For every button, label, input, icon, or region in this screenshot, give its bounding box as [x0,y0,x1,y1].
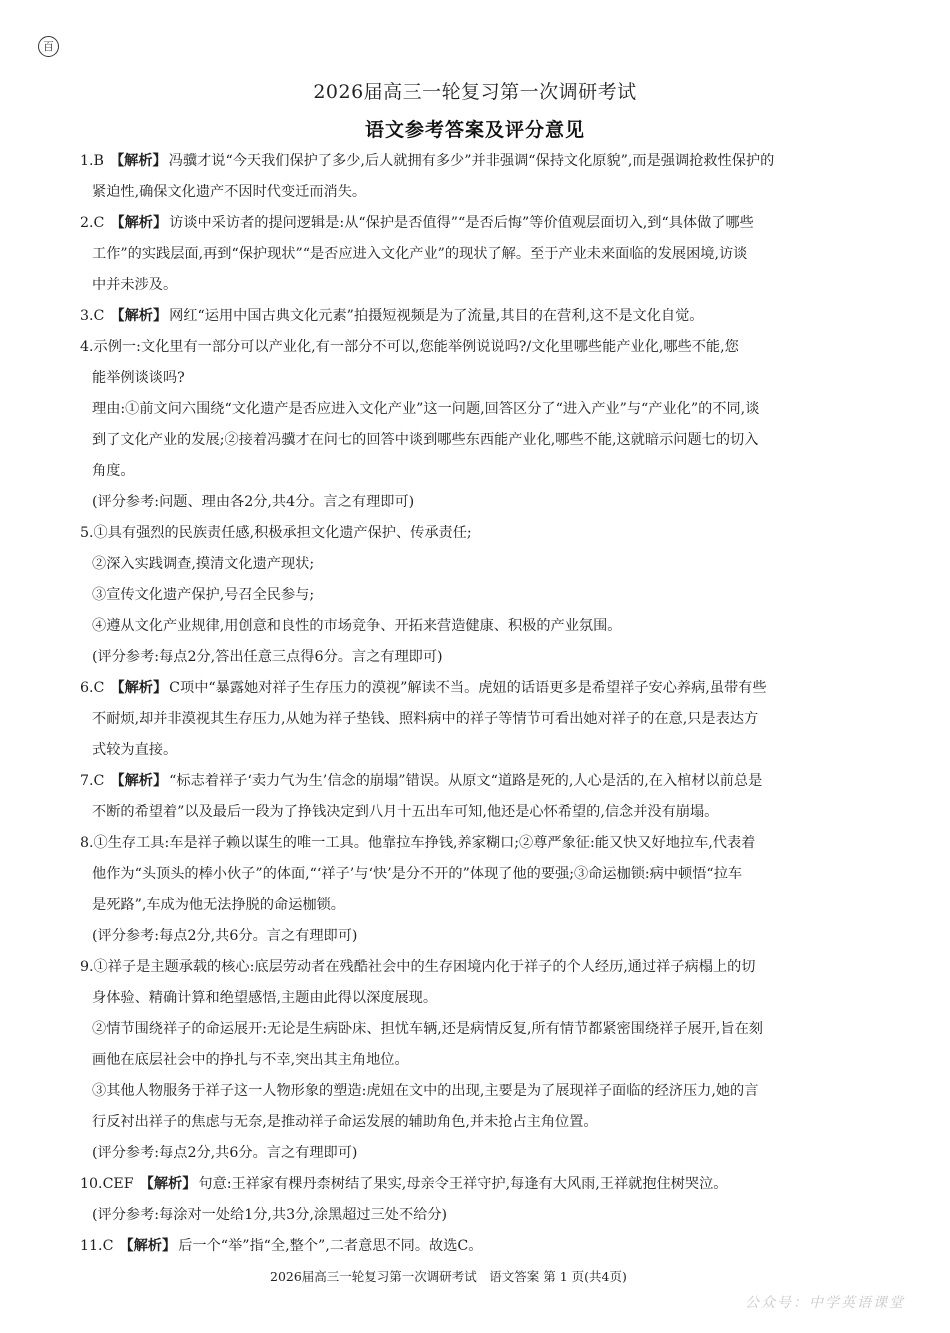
answer-text: (评分参考:每点2分,共6分。言之有理即可) [92,928,358,944]
answer-text: 到了文化产业的发展;②接着冯骥才在问七的回答中谈到哪些东西能产业化,哪些不能,这就暗示问题七的切入 [92,432,759,448]
analysis-tag: 【解析】 [110,773,168,789]
answer-text: 行反衬出祥子的焦虑与无奈,是推动祥子命运发展的辅助角色,并未抢占主角位置。 [92,1114,598,1130]
answer-text: 是死路”,车成为他无法挣脱的命运枷锁。 [92,897,345,913]
answer-text: 冯骥才说“今天我们保护了多少,后人就拥有多少”并非强调“保持文化原貌”,而是强调抢救性保护的 [168,153,775,169]
answer-line [80,146,880,177]
document-subtitle: 语文参考答案及评分意见 [364,119,585,141]
answer-line [80,425,880,456]
answer-text: 他作为“头顶头的棒小伙子”的体面,“‘祥子’与‘快’是分不开的”体现了他的要强;③命运枷锁:病中顿悟“拉车 [92,866,743,882]
answer-text: ①具有强烈的民族责任感,积极承担文化遗产保护、传承责任; [93,525,472,541]
answer-line [80,1200,880,1231]
answer-text: 身体验、精确计算和绝望感悟,主题由此得以深度展现。 [92,990,438,1006]
answer-text: 后一个“举”指“全,整个”,二者意思不同。故选C。 [178,1238,483,1254]
answer-text: ③其他人物服务于祥子这一人物形象的塑造:虎妞在文中的出现,主要是为了展现祥子面临的经济压力,她的言 [92,1083,759,1099]
analysis-tag: 【解析】 [110,680,168,696]
answer-item [80,1231,880,1262]
answer-line [80,1045,880,1076]
answer-line [80,797,880,828]
analysis-tag: 【解析】 [110,215,168,231]
answer-text: 理由:①前文问六围绕“文化遗产是否应进入文化产业”这一问题,回答区分了“进入产业”与“产业化”的不同,谈 [92,401,760,417]
answer-line [80,270,880,301]
answer-text: ①生存工具:车是祥子赖以谋生的唯一工具。他靠拉车挣钱,养家糊口;②尊严象征:能又快又好地拉车,代表着 [93,835,756,851]
answer-line [80,735,880,766]
answer-line [80,1014,880,1045]
answer-text: 能举例谈谈吗? [92,370,185,386]
answer-text: “标志着祥子‘卖力气为生’信念的崩塌”错误。从原文“道路是死的,人心是活的,在入棺材以前总是 [169,773,763,789]
answer-line [80,394,880,425]
answer-text: ②深入实践调查,摸清文化遗产现状; [92,556,315,572]
answer-line [80,301,880,332]
answer-line [80,766,880,797]
answer-line [80,611,880,642]
watermark: 公众号：中学英语课堂 [745,1295,905,1311]
answer-line [80,673,880,704]
answer-line [80,239,880,270]
answer-item [80,208,880,301]
answer-number: 2.C [80,215,105,231]
answer-text: ②情节围绕祥子的命运展开:无论是生病卧床、担忧车辆,还是病情反复,所有情节都紧密围绕祥子展开,旨在刻 [92,1021,763,1037]
answer-line [80,1138,880,1169]
answer-line [80,1076,880,1107]
answer-text: 紧迫性,确保文化遗产不因时代变迁而消失。 [92,184,367,200]
analysis-tag: 【解析】 [110,308,168,324]
exam-title: 2026届高三一轮复习第一次调研考试 [313,81,637,103]
analysis-tag: 【解析】 [139,1176,197,1192]
answer-text: 示例一:文化里有一部分可以产业化,有一部分不可以,您能举例说说吗?/文化里哪些能产业化,哪些不能,您 [93,339,739,355]
answer-number: 7.C [80,773,105,789]
answer-text: 画他在底层社会中的挣扎与不幸,突出其主角地位。 [92,1052,409,1068]
answer-item [80,518,880,673]
answer-line [80,1231,880,1262]
answer-text: ③宣传文化遗产保护,号召全民参与; [92,587,315,603]
answer-line [80,859,880,890]
answer-text: (评分参考:每点2分,答出任意三点得6分。言之有理即可) [92,649,443,665]
answer-text: 工作”的实践层面,再到“保护现状”“是否应进入文化产业”的现状了解。至于产业未来面临的发展困境,访谈 [92,246,748,262]
answer-list [80,146,880,1262]
answer-item [80,332,880,518]
answer-item [80,828,880,952]
page-footer: 2026届高三一轮复习第一次调研考试 语文答案 第 1 页(共4页) [270,1269,627,1284]
answer-number: 9. [80,959,94,975]
answer-text: 式较为直接。 [92,742,178,758]
answer-item [80,1169,880,1231]
answer-text: ①祥子是主题承载的核心:底层劳动者在残酷社会中的生存困境内化于祥子的个人经历,通过祥子病榻上的切 [93,959,756,975]
answer-line [80,983,880,1014]
answer-number: 8. [80,835,94,851]
answer-line [80,518,880,549]
answer-line [80,1107,880,1138]
answer-number: 5. [80,525,94,541]
answer-text: 访谈中采访者的提问逻辑是:从“保护是否值得”“是否后悔”等价值观层面切入,到“具体做了哪些 [169,215,754,231]
answer-number: 3.C [80,308,105,324]
answer-line [80,456,880,487]
answer-line [80,890,880,921]
answer-number: 1.B [80,153,104,169]
answer-text: ④遵从文化产业规律,用创意和良性的市场竞争、开拓来营造健康、积极的产业氛围。 [92,618,622,634]
answer-item [80,766,880,828]
answer-number: 6.C [80,680,105,696]
answer-text: (评分参考:每涂对一处给1分,共3分,涂黑超过三处不给分) [92,1207,448,1223]
answer-line [80,1169,880,1200]
answer-text: 不耐烦,却并非漠视其生存压力,从她为祥子垫钱、照料病中的祥子等情节可看出她对祥子的在意,只是表达方 [92,711,759,727]
answer-item [80,146,880,208]
answer-text: (评分参考:每点2分,共6分。言之有理即可) [92,1145,358,1161]
answer-line [80,704,880,735]
answer-line [80,952,880,983]
analysis-tag: 【解析】 [109,153,167,169]
answer-line [80,487,880,518]
answer-number: 10.CEF [80,1176,134,1192]
answer-text: 网红“运用中国古典文化元素”拍摄短视频是为了流量,其目的在营利,这不是文化自觉。 [169,308,704,324]
answer-item [80,301,880,332]
page-corner-mark: 百 [38,36,59,57]
answer-line [80,549,880,580]
answer-item [80,673,880,766]
answer-line [80,208,880,239]
answer-number: 4. [80,339,94,355]
answer-line [80,580,880,611]
answer-number: 11.C [80,1238,114,1254]
answer-line [80,177,880,208]
answer-text: (评分参考:问题、理由各2分,共4分。言之有理即可) [92,494,415,510]
answer-text: 句意:王祥家有棵丹柰树结了果实,母亲令王祥守护,每逢有大风雨,王祥就抱住树哭泣。 [198,1176,728,1192]
answer-line [80,642,880,673]
answer-line [80,332,880,363]
answer-text: 不断的希望着”以及最后一段为了挣钱决定到八月十五出车可知,他还是心怀希望的,信念并没有崩塌。 [92,804,719,820]
answer-text: 中并未涉及。 [92,277,178,293]
answer-item [80,952,880,1169]
answer-line [80,828,880,859]
answer-line [80,363,880,394]
analysis-tag: 【解析】 [119,1238,177,1254]
answer-text: 角度。 [92,463,135,479]
answer-text: C项中“暴露她对祥子生存压力的漠视”解读不当。虎妞的话语更多是希望祥子安心养病,虽带有些 [169,680,767,696]
answer-line [80,921,880,952]
